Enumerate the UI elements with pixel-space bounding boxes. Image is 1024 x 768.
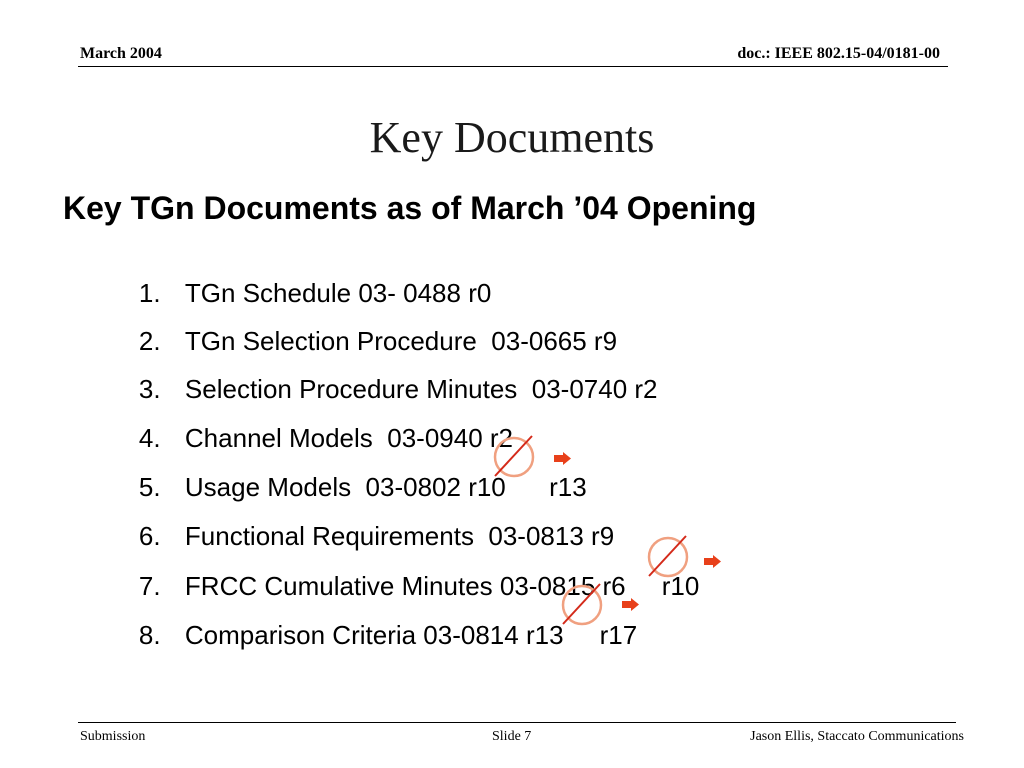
header-doc-id: doc.: IEEE 802.15-04/0181-00	[737, 45, 940, 62]
list-item-number: 3.	[138, 374, 161, 404]
header-date: March 2004	[80, 45, 162, 62]
list-item-text: TGn Schedule 03- 0488 r0	[184, 278, 492, 308]
right-arrow-icon	[703, 554, 723, 570]
footer-divider	[78, 722, 956, 723]
list-item-text: Selection Procedure Minutes 03-0740 r2	[184, 374, 658, 404]
list-item-text: FRCC Cumulative Minutes 03-0815 r6 r10	[184, 571, 700, 601]
section-heading: Key TGn Documents as of March ’04 Opening	[63, 190, 757, 226]
header-divider	[78, 66, 948, 67]
list-item-number: 6.	[138, 521, 161, 551]
list-item-number: 4.	[138, 423, 161, 453]
list-item-text: Comparison Criteria 03-0814 r13 r17	[184, 620, 638, 650]
list-item-number: 7.	[138, 571, 161, 601]
right-arrow-icon	[621, 597, 641, 613]
footer-author: Jason Ellis, Staccato Communications	[750, 729, 964, 744]
footer-slide-number: Slide 7	[492, 729, 532, 744]
list-item-text: Usage Models 03-0802 r10 r13	[184, 472, 587, 502]
footer-submission: Submission	[80, 729, 146, 744]
list-item-text: TGn Selection Procedure 03-0665 r9	[184, 326, 618, 356]
slide-title: Key Documents	[369, 113, 655, 162]
list-item-number: 5.	[138, 472, 161, 502]
right-arrow-icon	[553, 451, 573, 467]
list-item-text: Channel Models 03-0940 r2	[184, 423, 514, 453]
list-item-number: 1.	[138, 278, 161, 308]
list-item-number: 8.	[138, 620, 161, 650]
list-item-text: Functional Requirements 03-0813 r9	[184, 521, 615, 551]
list-item-number: 2.	[138, 326, 161, 356]
